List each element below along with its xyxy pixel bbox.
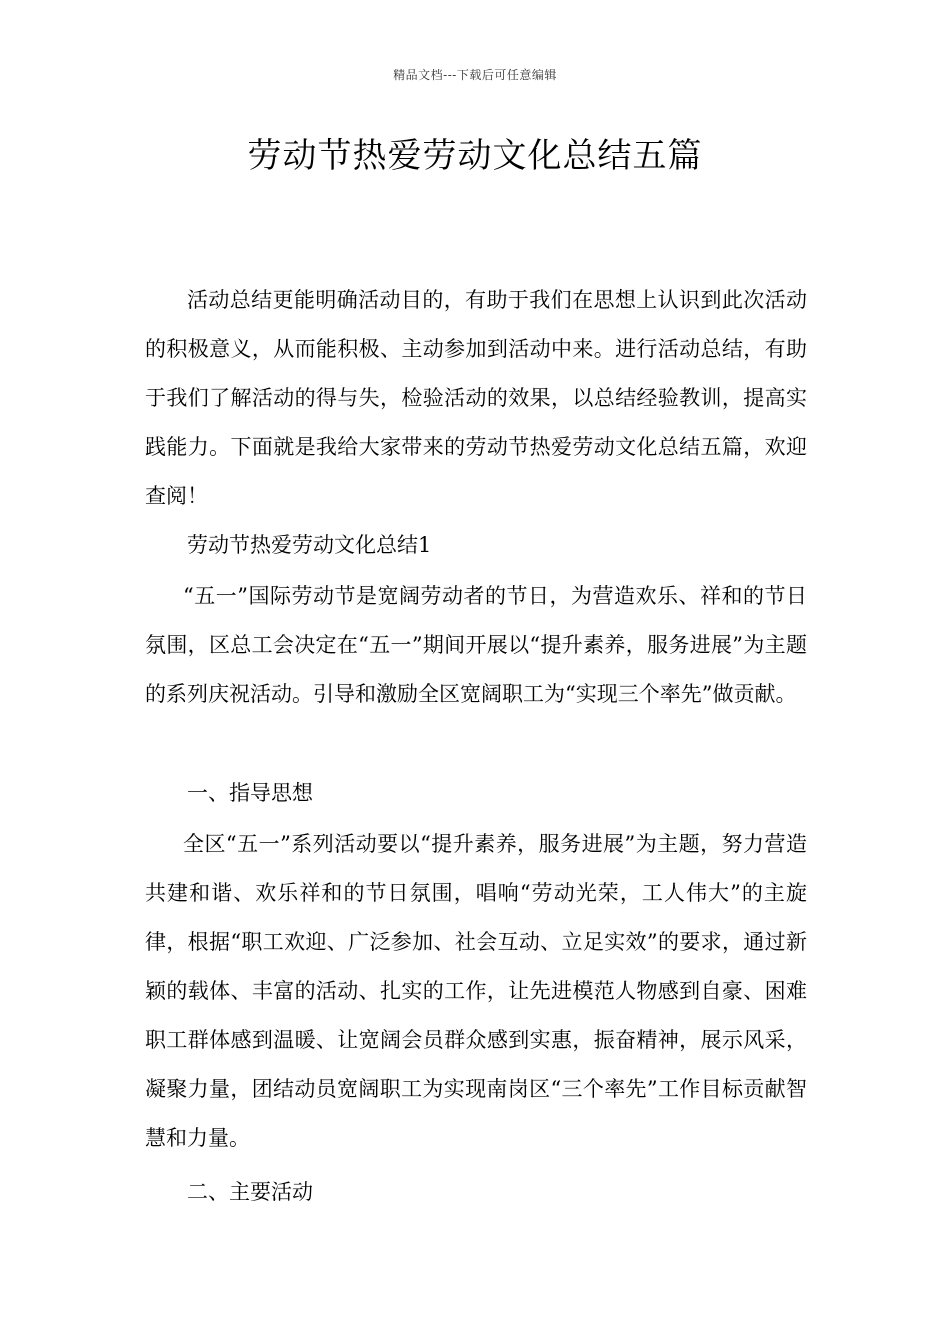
document-title: 劳动节热爱劳动文化总结五篇	[247, 136, 703, 176]
heading-main-activities: 二、主要活动	[187, 1180, 313, 1204]
header-note: 精品文档---下载后可任意编辑	[393, 68, 557, 82]
intro-paragraph: 活动总结更能明确活动目的，有助于我们在思想上认识到此次活动的积极意义，从而能积极、主动参加到活动中来。进行活动总结，有助于我们了解活动的得与失，检验活动的效果，以总结经验教训，提高实践能力。下面就是我给大家带来的劳动节热爱劳动文化总结五篇，欢迎查阅！	[145, 288, 807, 508]
paragraph-1: “五一”国际劳动节是宽阔劳动者的节日，为营造欢乐、祥和的节日氛围，区总工会决定在“五一”期间开展以“提升素养，服务进展”为主题的系列庆祝活动。引导和激励全区宽阔职工为“实现三个率先”做贡献。	[145, 584, 807, 706]
heading-guiding-ideology: 一、指导思想	[187, 781, 313, 805]
section-title: 劳动节热爱劳动文化总结1	[187, 533, 432, 557]
paragraph-2: 全区“五一”系列活动要以“提升素养，服务进展”为主题，努力营造共建和谐、欢乐祥和的节日氛围，唱响“劳动光荣，工人伟大”的主旋律，根据“职工欢迎、广泛参加、社会互动、立足实效”的要求，通过新颖的载体、丰富的活动、扎实的工作，让先进模范人物感到自豪、困难职工群体感到温暖、让宽阔会员群众感到实惠，振奋精神，展示风采，凝聚力量，团结动员宽阔职工为实现南岗区“三个率先”工作目标贡献智慧和力量。	[145, 832, 807, 1150]
